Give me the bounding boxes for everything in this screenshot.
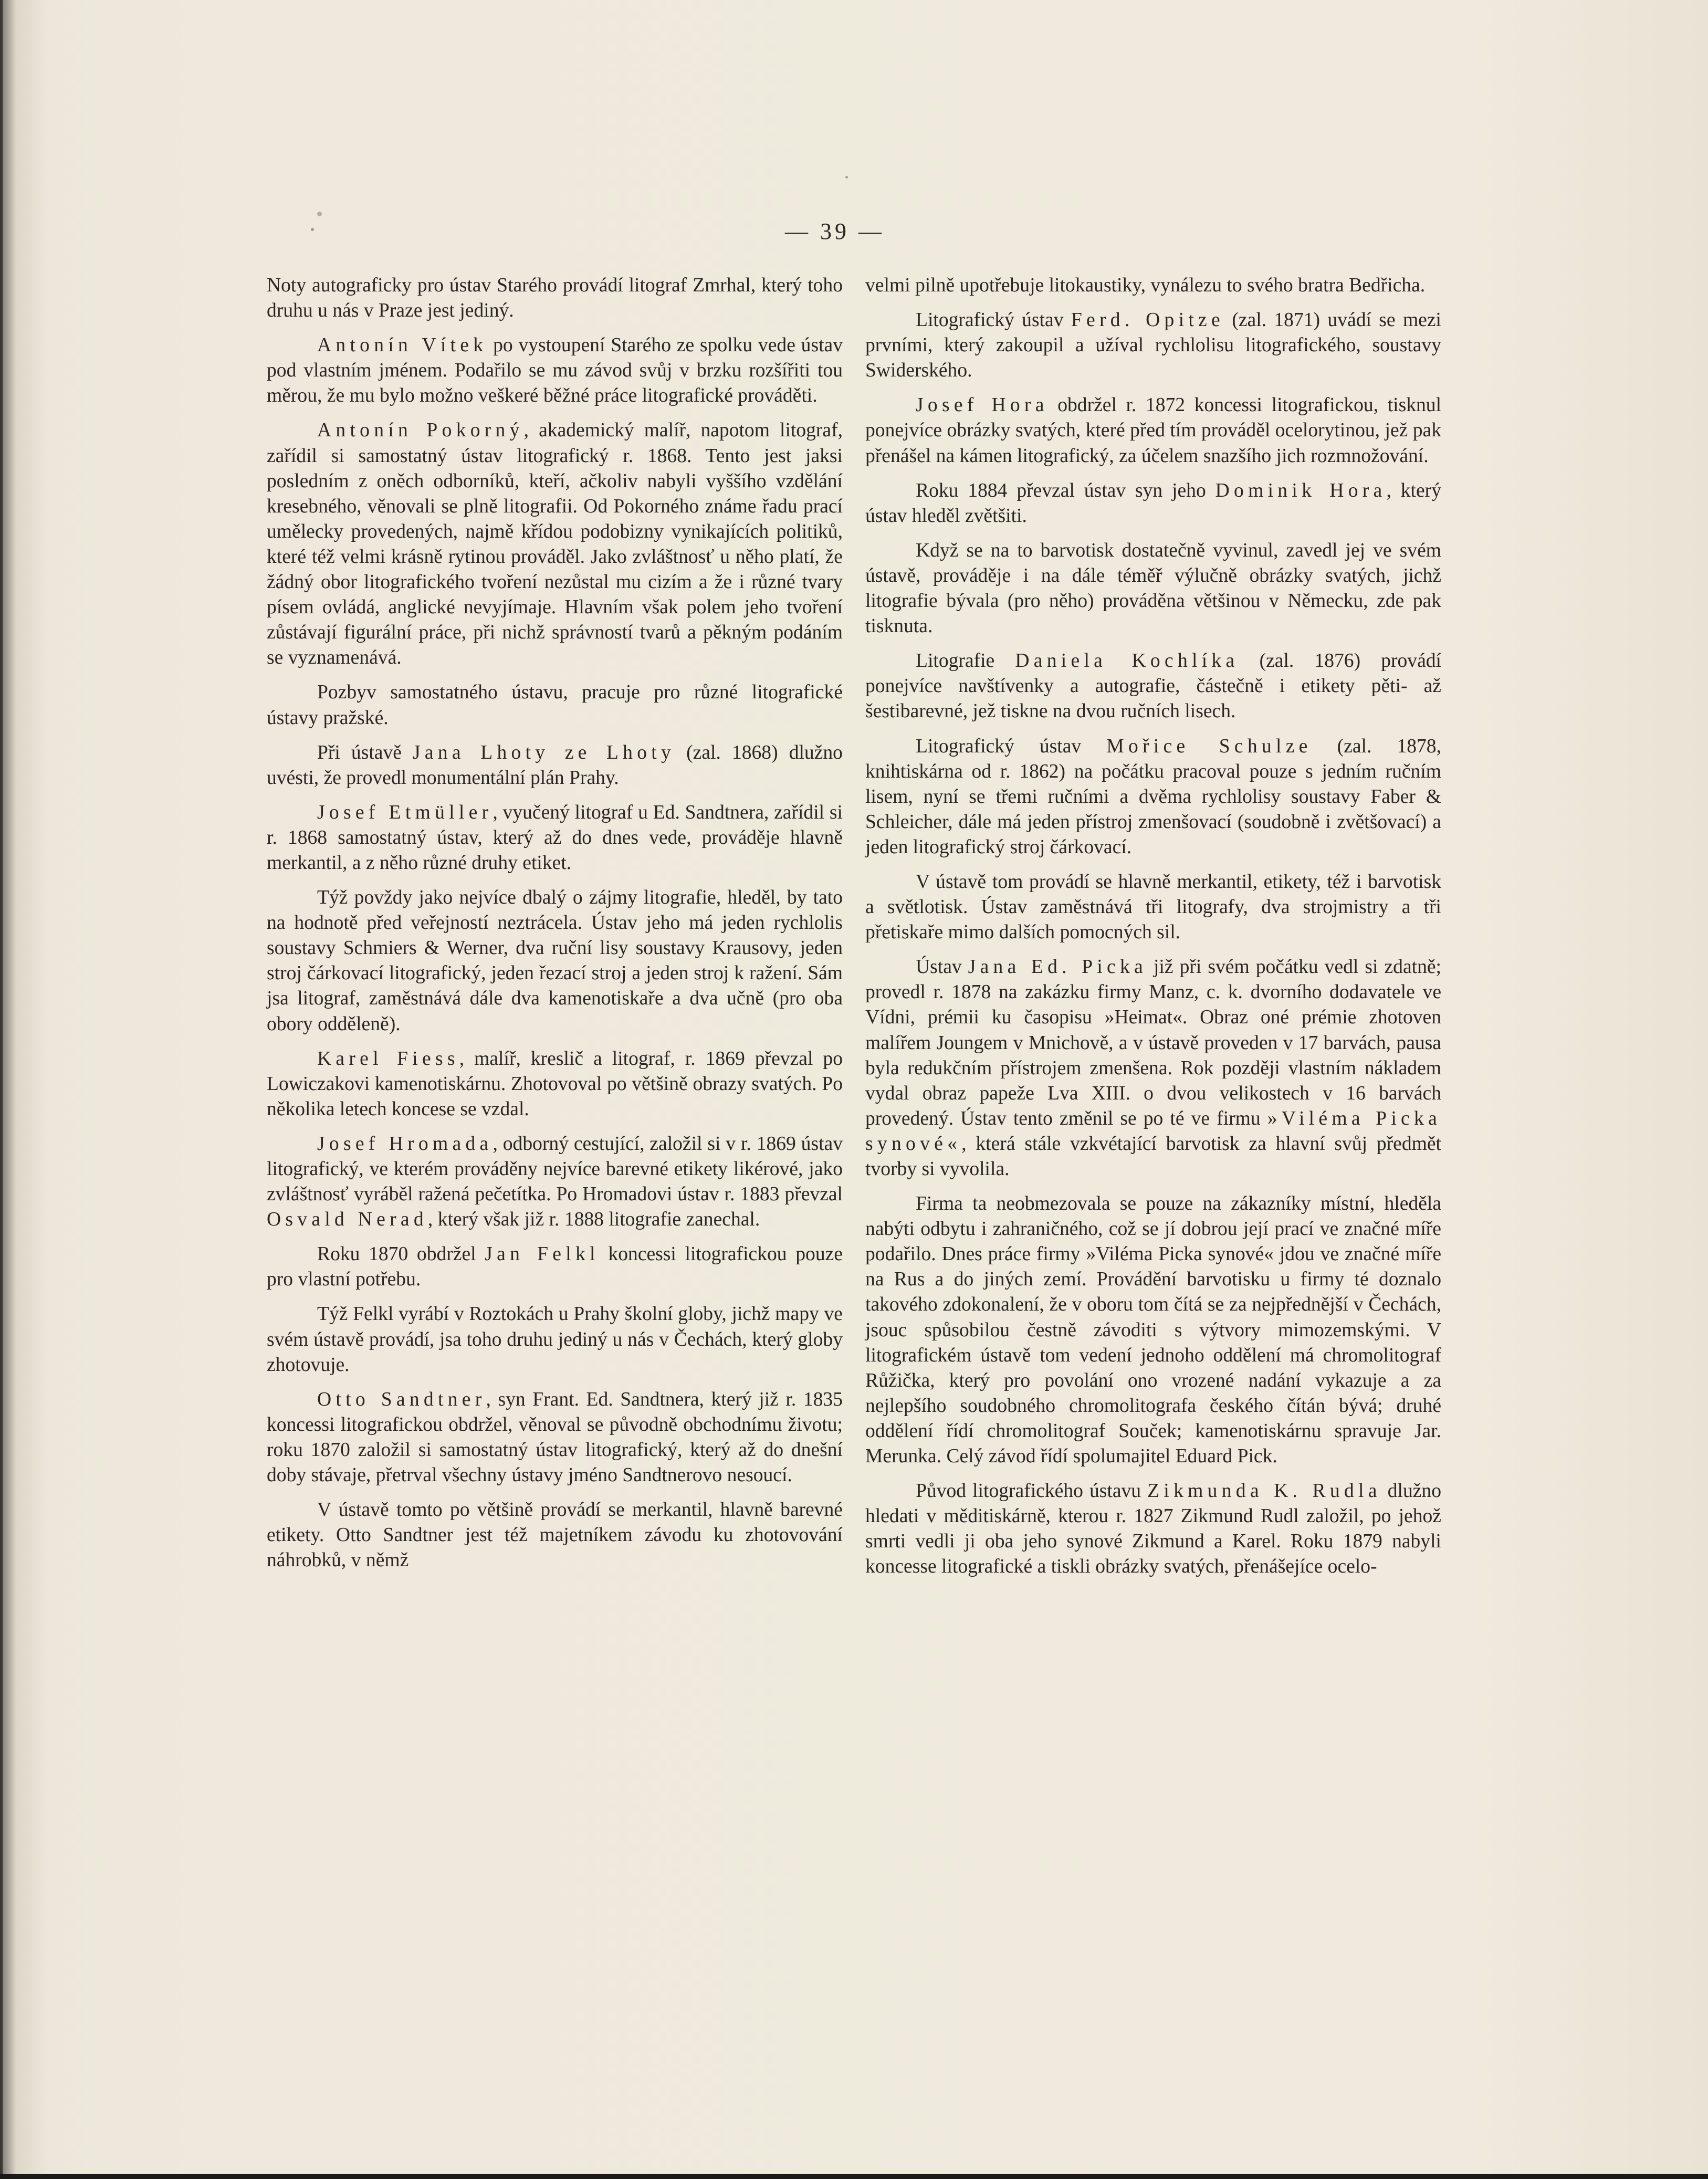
- paragraph-text: Když se na to barvotisk dostatečně vyvinul, zavedl jej ve svém ústavě, prováděje i na dále téměř výlučně obrázky svatých, jichž litografie bývala (pro něho) prováděna většinou v Německu, zde pak tisknuta.: [865, 539, 1441, 637]
- paragraph: [267, 1302, 843, 1377]
- paragraph-text: velmi pilně upotřebuje litokaustiky, vynálezu to svého bratra Bedřicha.: [865, 275, 1426, 296]
- paragraph: [267, 885, 843, 1037]
- paragraph-text: V ústavě tomto po většině provádí se merkantil, hlavně barevné etikety. Otto Sandtner jest též majetníkem závodu ku zhotovování náhrobků, v němž: [267, 1499, 843, 1572]
- spaced-name: Jana Ed. Picka: [968, 956, 1147, 978]
- paragraph: [865, 869, 1441, 945]
- spaced-name: Dominik Hora: [1215, 479, 1387, 501]
- spaced-name: Antonín Vítek: [317, 334, 488, 357]
- paragraph: [865, 538, 1441, 639]
- paragraph: [267, 273, 843, 323]
- paragraph: [865, 393, 1441, 468]
- spaced-name: Daniela Kochlíka: [1015, 650, 1239, 672]
- paragraph: [267, 740, 843, 791]
- paragraph-text: Ústav: [916, 956, 968, 978]
- paragraph: [865, 1479, 1441, 1579]
- paragraph-text: , syn Frant. Ed. Sandtnera, který již r. 1835 koncessi litografickou obdržel, věnoval se původně obchodnímu životu; roku 1870 založil si samostatný ústav litografický, který až do dnešní doby stávaje, přetrval všechny ústavy jméno Sandtnerovo nesoucí.: [267, 1388, 843, 1486]
- paragraph-text: koncessi litografickou pouze pro vlastní potřebu.: [267, 1243, 843, 1291]
- paragraph: [865, 1191, 1441, 1469]
- paragraph-text: , odborný cestující, založil si v r. 1869 ústav litografický, ve kterém prováděny nejvíce barevné etikety likérové, jako zvláštnosť vyráběl ražená pečetítka. Po Hromadovi ústav r. 1883 převzal: [267, 1133, 843, 1206]
- paragraph-text: (zal. 1868) dlužno uvésti, že provedl monumentální plán Prahy.: [267, 741, 843, 789]
- spaced-name: Josef Etmüller: [317, 801, 493, 823]
- paragraph-text: , akademický malíř, napotom litograf, zařídil si samostatný ústav litografický r. 1868. Tento jest jaksi posledním z oněch odborníků, kteří, ačkoliv nabyli vyššího vzdělání kresebného, věnovali se plně litografii. Od Pokorného známe řadu prací umělecky provedených, najmě křídou podobizny vynikajících politiků, které též velmi krásně rytinou prováděl. Jako zvláštnosť u něho platí, že žádný obor litografického tvoření nezůstal mu cizím a že i různé tvary písem ovládá, anglické nevyjímaje. Hlavním však polem jeho tvoření zůstávají figurální práce, při nichž správností tvarů a pěkným podáním se vyznamenává.: [267, 420, 843, 669]
- spaced-name: Mořice Schulze: [1106, 735, 1312, 757]
- paragraph-text: Firma ta neobmezovala se pouze na zákazníky místní, hleděla nabýti odbytu i zahraničného, což se jí dobrou její prací ve značné míře podařilo. Dnes práce firmy »Viléma Picka synové« jdou ve značné míře na Rus a do jiných zemí. Provádění barvotisku u firmy té doznalo takového zdokonalení, že v oboru tom čítá se za nejpřednější v Čechách, jsouc spůsobilou čestně závoditi s výtvory mimozemskými. V litografickém ústavě tom vedení jednoho oddělení má chromolitograf Růžička, který pro povolání ono vrozené nadání vykazuje a za nejlepšího soudobného chromolitografa českého čítán bývá; druhé oddělení řídí chromolitograf Souček; kamenotiskárnu spravuje Jar. Merunka. Celý závod řídí spolumajitel Eduard Pick.: [865, 1193, 1441, 1468]
- paper-speck: [311, 228, 314, 231]
- paragraph-text: , která stále vzkvétající barvotisk za hlavní svůj předmět tvorby si vyvolila.: [865, 1133, 1441, 1180]
- paragraph-text: , který však již r. 1888 litografie zanechal.: [427, 1209, 760, 1231]
- paragraph: [267, 333, 843, 408]
- paragraph-text: již při svém počátku vedl si zdatně; provedl r. 1878 na zakázku firmy Manz, c. k. dvorního dodavatele ve Vídni, prémii ku časopisu »Heimat«. Obraz oné prémie zhotoven malířem Joungem v Mnichově, a v ústavě proveden v 17 barvách, pausa byla redukčním přístrojem zmenšena. Rok později vlastním nákladem vydal obraz papeže Lva XIII. o dvou velikostech v 16 barvách provedený. Ústav tento změnil se po té ve firmu: [865, 956, 1441, 1129]
- spaced-name: Ferd. Opitze: [1071, 309, 1224, 331]
- spaced-name: Jan Felkl: [485, 1243, 600, 1265]
- page-gutter-edge: [0, 0, 3, 2179]
- spaced-name: Jana Lhoty ze Lhoty: [413, 741, 676, 763]
- paragraph-text: Pozbyv samostatného ústavu, pracuje pro různé litografické ústavy pražské.: [267, 682, 843, 729]
- paragraph: [865, 648, 1441, 724]
- spaced-name: Zikmunda K. Rudla: [1147, 1480, 1381, 1502]
- paragraph-text: Při ústavě: [317, 741, 413, 763]
- paragraph: [865, 955, 1441, 1182]
- page-number: — 39 —: [785, 218, 885, 244]
- paragraph: [267, 1497, 843, 1573]
- spaced-name: »Viléma Picka synové«: [865, 1107, 1441, 1155]
- spaced-name: Karel Fiess: [317, 1047, 459, 1070]
- paragraph-text: , malíř, kreslič a litograf, r. 1869 převzal po Lowiczakovi kamenotiskárnu. Zhotovoval po většině obrazy svatých. Po několika letech koncese se vzdal.: [267, 1047, 843, 1120]
- paper-speck: [845, 176, 848, 179]
- paragraph-text: Litografický ústav: [916, 735, 1107, 757]
- spaced-name: Otto Sandtner: [317, 1388, 486, 1410]
- paragraph-text: Týž povždy jako nejvíce dbalý o zájmy litografie, hleděl, by tato na hodnotě před veřejností neztrácela. Ústav jeho má jeden rychlolis soustavy Schmiers & Werner, dva ruční lisy soustavy Krausovy, jeden stroj čárkovací litografický, jeden řezací stroj a jeden stroj k ražení. Sám jsa litograf, zaměstnává dále dva kamenotiskaře a dva učně (pro oba obory odděleně).: [267, 887, 843, 1035]
- paragraph-text: Týž Felkl vyrábí v Roztokách u Prahy školní globy, jichž mapy ve svém ústavě provádí, jsa toho druhu jediný u nás v Čechách, který globy zhotovuje.: [267, 1303, 843, 1376]
- left-text-column: [267, 273, 843, 1583]
- paragraph: [865, 308, 1441, 383]
- spaced-name: Josef Hromada: [317, 1133, 493, 1155]
- paragraph-text: Litografický ústav: [916, 309, 1071, 331]
- paragraph: [267, 1387, 843, 1488]
- paragraph: [267, 680, 843, 730]
- paragraph-text: (zal. 1871) uvádí se mezi prvními, který zakoupil a užíval rychlolisu litografického, soustavy Swiderského.: [865, 309, 1441, 382]
- paragraph-text: V ústavě tom provádí se hlavně merkantil, etikety, též i barvotisk a světlotisk. Ústav zaměstnává tři litografy, dva strojmistry a tři přetiskaře mimo dalších pomocných sil.: [865, 871, 1441, 944]
- paragraph-text: Litografie: [916, 650, 1015, 672]
- paragraph: [865, 273, 1441, 298]
- page-bottom-edge: [0, 2174, 1708, 2179]
- paragraph: [865, 734, 1441, 860]
- paragraph: [267, 800, 843, 876]
- paragraph-text: Roku 1884 převzal ústav syn jeho: [916, 479, 1215, 501]
- paragraph: [267, 1242, 843, 1292]
- paragraph-text: Noty autograficky pro ústav Starého provádí litograf Zmrhal, který toho druhu u nás v Praze jest jediný.: [267, 275, 843, 322]
- spaced-name: Josef Hora: [916, 394, 1049, 416]
- paragraph-text: dlužno hledati v měditiskárně, kterou r. 1827 Zikmund Rudl založil, po jehož smrti vedli ji oba jeho synové Zikmund a Karel. Roku 1879 nabyli koncesse litografické a tiskli obrázky svatých, přenášejíce ocelo-: [865, 1480, 1441, 1578]
- paragraph-text: po vystoupení Starého ze spolku vede ústav pod vlastním jménem. Podařilo se mu závod svůj v brzku rozšířiti tou měrou, že mu bylo možno veškeré běžné práce litografické prováděti.: [267, 334, 843, 407]
- paragraph-text: Původ litografického ústavu: [916, 1480, 1148, 1502]
- paragraph-text: , vyučený litograf u Ed. Sandtnera, zařídil si r. 1868 samostatný ústav, který až do dnes vede, prováděje hlavně merkantil, a z něho různé druhy etiket.: [267, 801, 843, 874]
- spaced-name: Osvald Nerad: [267, 1209, 428, 1231]
- paragraph: [267, 418, 843, 671]
- paragraph-text: (zal. 1878, knihtiskárna od r. 1862) na počátku pracoval pouze s jedním ručním lisem, nyní se třemi ručními a dvěma rychlolisy soustavy Faber & Schleicher, dále má jeden přístroj zmenšovací (soudobně i zvětšovací) a jeden litografický stroj čárkovací.: [865, 735, 1441, 858]
- paragraph-text: , který ústav hleděl zvětšiti.: [865, 479, 1441, 527]
- paragraph: [865, 478, 1441, 529]
- paragraph: [267, 1046, 843, 1122]
- paragraph-text: obdržel r. 1872 koncessi litografickou, tisknul ponejvíce obrázky svatých, které před tím prováděl ocelorytinou, jež pak přenášel na kámen litografický, za účelem snazšího jich rozmnožování.: [865, 394, 1442, 467]
- spaced-name: Antonín Pokorný: [317, 420, 524, 442]
- right-text-column: [865, 273, 1441, 1589]
- paper-speck: [317, 212, 322, 216]
- paragraph-text: (zal. 1876) provádí ponejvíce navštívenky a autografie, částečně i etikety pěti- až šestibarevné, jež tiskne na dvou ručních lisech.: [865, 650, 1441, 722]
- paragraph: [267, 1132, 843, 1232]
- paragraph-text: Roku 1870 obdržel: [317, 1243, 485, 1265]
